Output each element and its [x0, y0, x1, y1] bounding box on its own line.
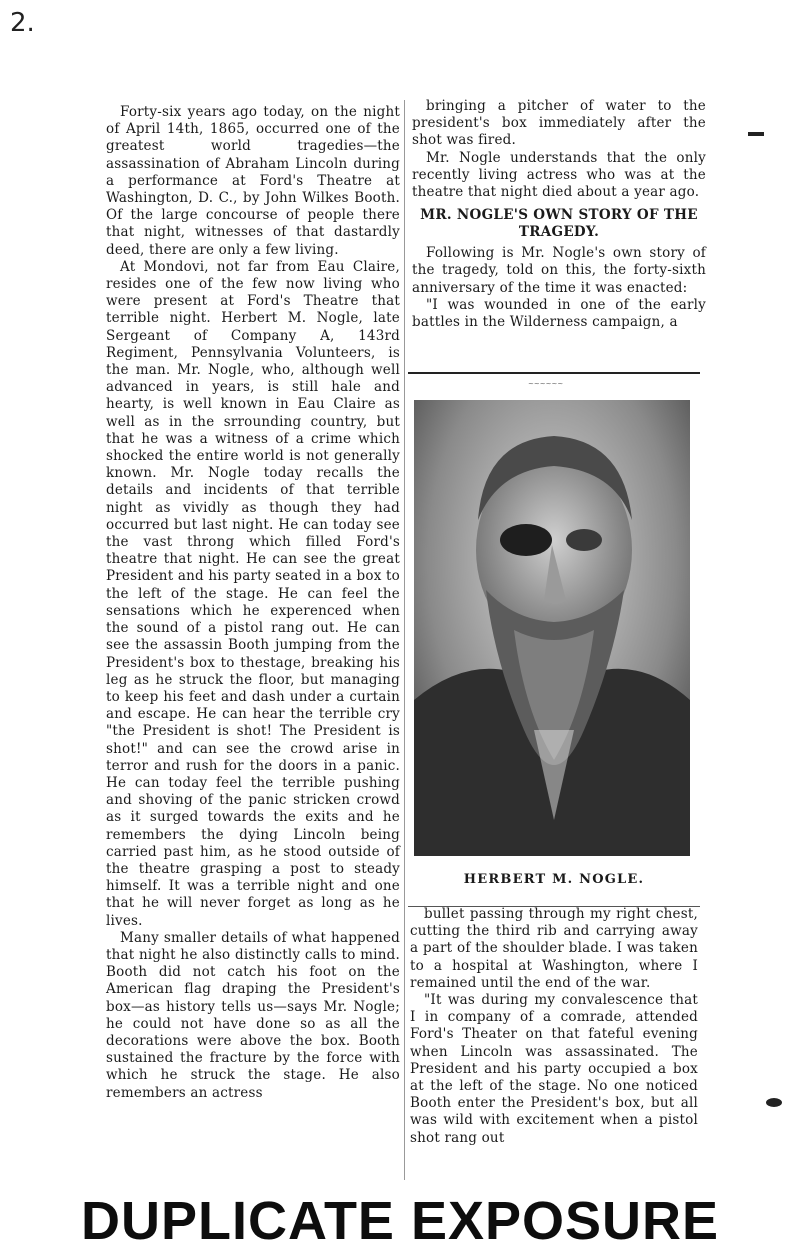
photo-caption: HERBERT M. NOGLE. — [463, 872, 645, 887]
page-number: 2. — [10, 8, 35, 38]
article-paragraph: bullet passing through my right chest, cutting the third rib and carrying away a part of the shoulder blade. I was taken to a hospital at Washington, where I remained until the end of the war. — [410, 906, 698, 991]
column-divider — [404, 100, 405, 1180]
article-paragraph: "It was during my convalescence that I in company of a comrade, attended Ford's Theater on that fateful evening when Lincoln was assassinated. The President and his party occupied a box at the left of the stage. No one noticed Booth enter the President's box, but all was wild with excitement when a pistol shot rang out — [410, 992, 698, 1146]
left-column — [106, 104, 400, 1102]
article-paragraph: Following is Mr. Nogle's own story of the tragedy, told on this, the forty-sixth anniversary of the time it was enacted: — [412, 245, 706, 296]
portrait-photo — [414, 400, 690, 856]
article-paragraph: "I was wounded in one of the early battles in the Wilderness campaign, a — [412, 296, 706, 331]
right-column-top — [412, 98, 706, 331]
duplicate-exposure-stamp: DUPLICATE EXPOSURE — [80, 1191, 720, 1251]
article-paragraph: bringing a pitcher of water to the president's box immediately after the shot was fired. — [412, 98, 706, 149]
article-paragraph: Forty-six years ago today, on the night of April 14th, 1865, occurred one of the greatest world tragedies—the assassination of Abraham Lincoln during a performance at Ford's Theatre at Washington, D. C., by John Wilkes Booth. Of the large concourse of people there that night, witnesses of that dastardly deed, there are only a few living. — [106, 104, 400, 258]
article-paragraph: Many smaller details of what happened that night he also distinctly calls to mind. Booth did not catch his foot on the American flag draping the President's box—as history tells us—says Mr. Nogle; he could not have done so as all the decorations were above the box. Booth sustained the fracture by the force with which he struck the stage. He also remembers an actress — [106, 929, 400, 1101]
right-column-bottom — [410, 906, 698, 1147]
article-paragraph: Mr. Nogle understands that the only recently living actress who was at the theatre that night died about a year ago. — [412, 149, 706, 201]
scan-mark — [766, 1098, 782, 1107]
photo-credit-mark: ~~~~~~ — [528, 380, 564, 388]
portrait-frame — [408, 372, 700, 907]
article-paragraph: At Mondovi, not far from Eau Claire, resides one of the few now living who were present at Ford's Theatre that terrible night. Herbert M. Nogle, late Sergeant of Company A, 143rd Regiment, Pennsylvania Volunteers, is the man. Mr. Nogle, who, although well advanced in years, is still hale and hearty, is well known in Eau Claire as well as in the srrounding country, but that he was a witness of a crime which shocked the entire world is not generally known. Mr. Nogle today recalls the details and incidents of that terrible night as vividly as though they had occurred but last night. He can today see the vast throng which filled Ford's theatre that night. He can see the great President and his party seated in a box to the left of the stage. He can feel the sensations which he experenced when the sound of a pistol rang out. He can see the assassin Booth jumping from the President's box to thestage, breaking his leg as he struck the floor, but managing to keep his feet and dash under a curtain and escape. He can hear the terrible cry "the President is shot! The President is shot!" and can see the crowd arise in terror and rush for the doors in a panic. He can today feel the terrible pushing and shoving of the panic stricken crowd as it surged towards the exits and he remembers the dying Lincoln being carried past him, as he stood outside of the theatre grasping a post to steady himself. It was a terrible night and one that he will never forget as long as he lives. — [106, 258, 400, 929]
section-headline: MR. NOGLE'S OWN STORY OF THE TRAGEDY. — [420, 207, 698, 241]
scan-mark — [748, 132, 764, 136]
